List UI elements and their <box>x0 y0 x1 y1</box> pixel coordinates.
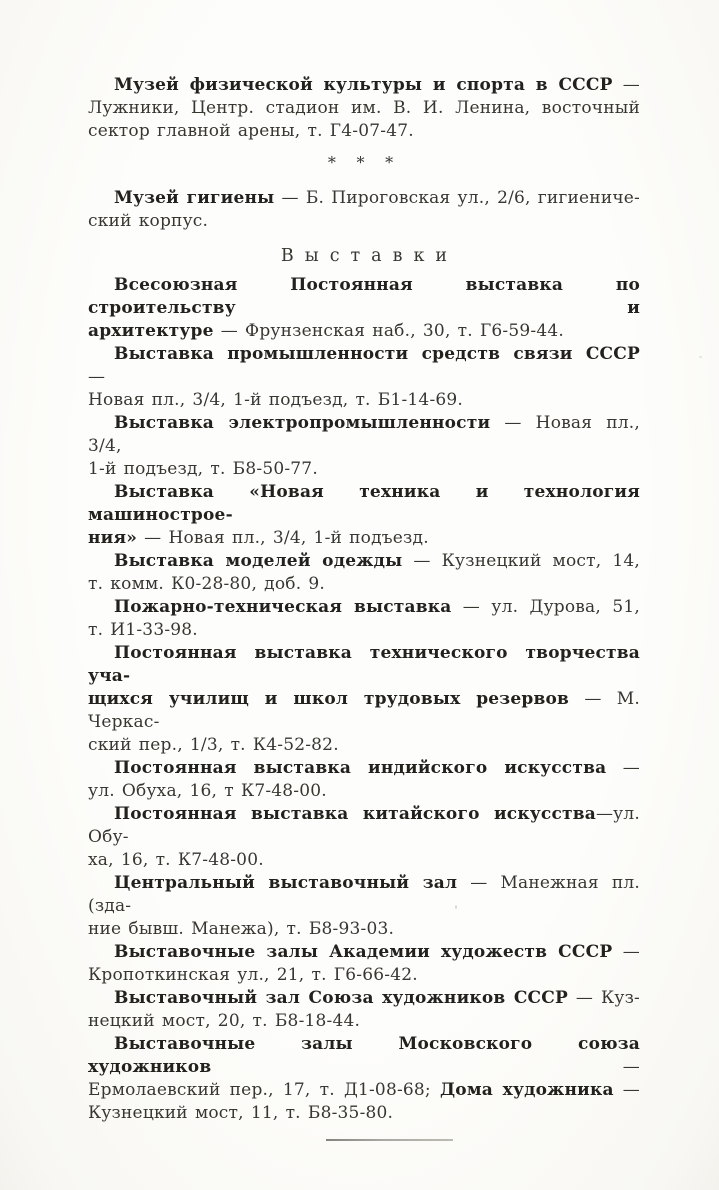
end-rule <box>326 1139 453 1141</box>
text-line <box>88 734 640 757</box>
regular-text: — <box>211 1057 640 1077</box>
text-line <box>88 458 640 481</box>
bold-text: Постоянная выставка технического творчества уча- <box>88 643 640 686</box>
text-line <box>88 757 640 780</box>
text-line <box>88 987 640 1010</box>
regular-text: Кузнецкий мост, 11, т. Б8-35-80. <box>88 1103 394 1123</box>
text-line <box>88 74 640 97</box>
bold-text: Пожарно-техническая выставка <box>114 597 452 617</box>
bold-text: Выставка электропромышленности <box>114 413 491 433</box>
text-line <box>88 642 640 688</box>
regular-text: — <box>613 1080 640 1100</box>
regular-text: ние бывш. Манежа), т. Б8-93-03. <box>88 919 395 939</box>
regular-text: — М. Черкас- <box>88 689 641 732</box>
bold-text: ния» <box>88 528 138 548</box>
regular-text: — <box>606 758 640 778</box>
scan-speck <box>455 905 457 909</box>
bold-text: Выставочный зал Союза художников СССР <box>114 988 569 1008</box>
bold-text: Дома художника <box>439 1080 614 1100</box>
regular-text: 1-й подъезд, т. Б8-50-77. <box>88 459 318 479</box>
bold-text: Центральный выставочный зал <box>114 873 458 893</box>
regular-text: т. И1-33-98. <box>88 620 198 640</box>
text-line <box>88 1079 640 1102</box>
regular-text: — <box>612 942 640 962</box>
regular-text: — Б. Пироговская ул., 2/6, гигиениче- <box>274 188 640 208</box>
regular-text: сектор главной арены, т. Г4-07-47. <box>88 121 414 141</box>
text-line <box>88 412 640 458</box>
text-line <box>88 1010 640 1033</box>
regular-text: ул. Обуха, 16, т К7-48-00. <box>88 781 327 801</box>
regular-text: ский корпус. <box>88 211 209 231</box>
scan-speck <box>104 671 107 674</box>
text-line <box>88 964 640 987</box>
text-line <box>88 596 640 619</box>
text-line <box>88 1102 640 1125</box>
scan-speck <box>699 356 702 358</box>
text-line <box>88 320 640 343</box>
bold-text: Музей гигиены <box>114 188 275 208</box>
text-line <box>88 941 640 964</box>
text-line <box>88 274 640 320</box>
regular-text: — Куз- <box>568 988 641 1008</box>
regular-text: ский пер., 1/3, т. К4-52-82. <box>88 735 339 755</box>
text-line <box>88 1033 640 1079</box>
text-line <box>88 780 640 803</box>
regular-text: т. комм. К0-28-80, доб. 9. <box>88 574 326 594</box>
regular-text: — <box>612 75 640 95</box>
bold-text: щихся училищ и школ трудовых резервов <box>88 689 570 709</box>
regular-text: — <box>88 367 106 387</box>
text-line <box>88 120 640 143</box>
text-line <box>88 97 640 120</box>
text-line <box>88 527 640 550</box>
regular-text: Кропоткинская ул., 21, т. Г6-66-42. <box>88 965 418 985</box>
asterisk-separator <box>88 151 640 174</box>
regular-text: — Кузнецкий мост, 14, <box>402 551 640 571</box>
text-line <box>88 481 640 527</box>
text-line <box>88 688 640 734</box>
text-line <box>88 210 640 233</box>
regular-text: Ермолаевский пер., 17, т. Д1-08-68; <box>88 1080 440 1100</box>
regular-text: ха, 16, т. К7-48-00. <box>88 850 264 870</box>
bold-text: Выставка промышленности средств связи СССР <box>114 344 640 364</box>
regular-text: * * * <box>327 153 401 172</box>
text-line <box>88 343 640 389</box>
text-line <box>88 849 640 872</box>
regular-text: —ул. Обу- <box>88 804 640 847</box>
regular-text: Выставки <box>280 246 459 266</box>
regular-text: Лужники, Центр. стадион им. В. И. Ленина, восточный <box>88 98 640 118</box>
bold-text: Выставка моделей одежды <box>114 551 403 571</box>
regular-text: — Новая пл., 3/4, 1-й подъезд. <box>137 528 429 548</box>
bold-text: Выставочные залы Академии художеств СССР <box>114 942 613 962</box>
text-line <box>88 918 640 941</box>
bold-text: Музей физической культуры и спорта в СССР <box>114 75 613 95</box>
text-line <box>88 187 640 210</box>
text-line <box>88 550 640 573</box>
bold-text: Всесоюзная Постоянная выставка по строительству и <box>88 275 640 318</box>
bold-text: Постоянная выставка индийского искусства <box>114 758 607 778</box>
text-line <box>88 872 640 918</box>
regular-text: Новая пл., 3/4, 1-й подъезд, т. Б1-14-69. <box>88 390 464 410</box>
regular-text: — Манежная пл. (зда- <box>88 873 640 916</box>
regular-text: нецкий мост, 20, т. Б8-18-44. <box>88 1011 361 1031</box>
text-line <box>88 619 640 642</box>
bold-text: Выставка «Новая техника и технология машинострое- <box>88 482 640 525</box>
regular-text: — ул. Дурова, 51, <box>451 597 640 617</box>
bold-text: Выставочные залы Московского союза художников <box>88 1034 640 1077</box>
text-line <box>88 803 640 849</box>
text-line <box>88 573 640 596</box>
text-block <box>88 74 640 1141</box>
section-heading <box>88 245 640 268</box>
bold-text: архитектуре <box>88 321 214 341</box>
bold-text: Постоянная выставка китайского искусства <box>114 804 596 824</box>
regular-text: — Новая пл., 3/4, <box>88 413 640 456</box>
text-line <box>88 389 640 412</box>
regular-text: — Фрунзенская наб., 30, т. Г6-59-44. <box>213 321 564 341</box>
